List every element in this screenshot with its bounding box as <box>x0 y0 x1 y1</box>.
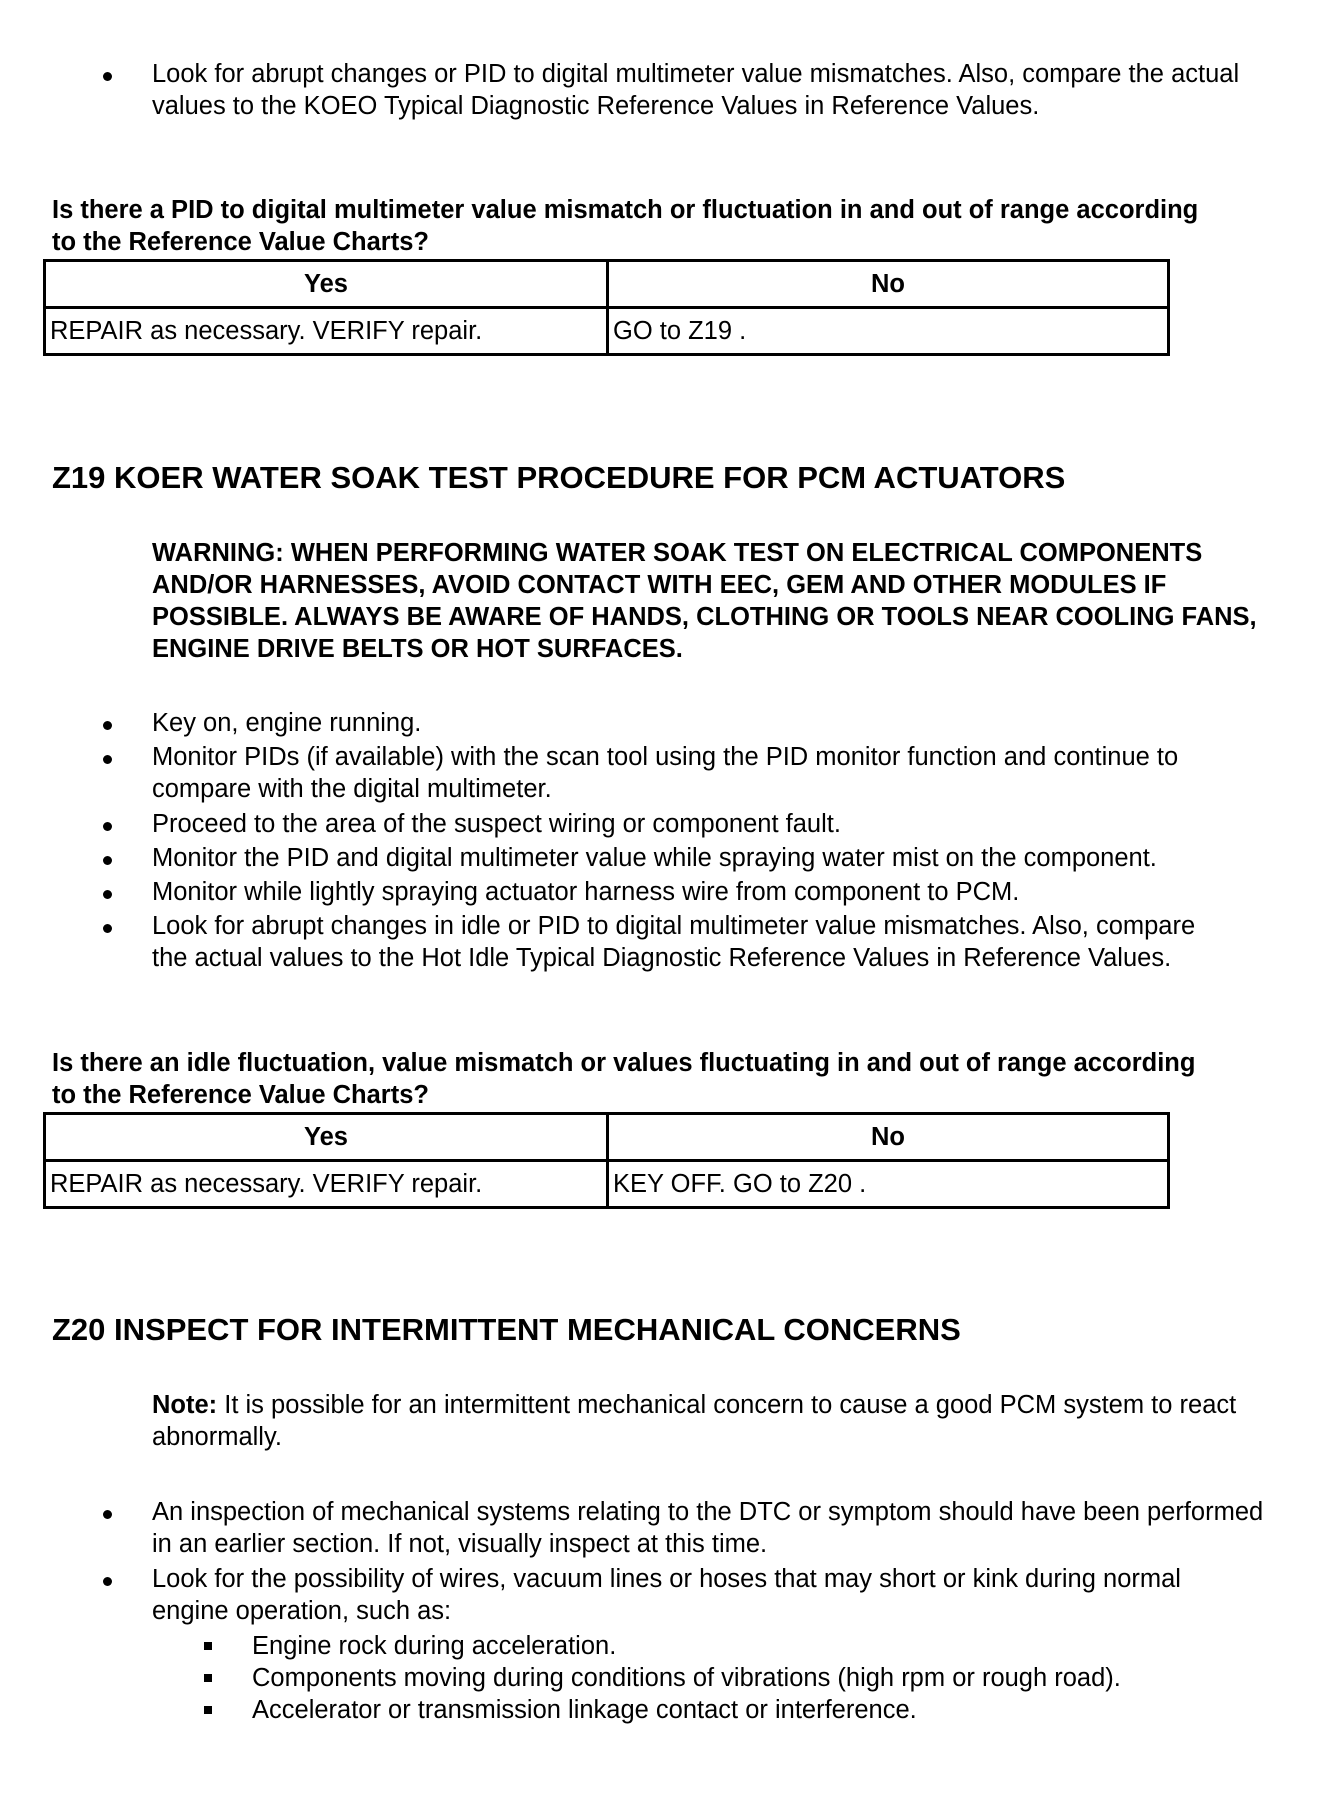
yes-header: Yes <box>45 261 608 308</box>
bullet-marker <box>103 924 112 933</box>
no-header: No <box>608 1114 1169 1161</box>
list-item: Key on, engine running. <box>152 709 422 737</box>
yes-action: REPAIR as necessary. VERIFY repair. <box>45 308 608 355</box>
sub-bullet-marker <box>204 1642 212 1650</box>
yes-action: REPAIR as necessary. VERIFY repair. <box>45 1161 608 1208</box>
list-item: Monitor the PID and digital multimeter value while spraying water mist on the component. <box>152 844 1157 872</box>
bullet-marker <box>103 856 112 865</box>
bullet-marker <box>103 890 112 899</box>
no-action: GO to Z19 . <box>608 308 1169 355</box>
sub-bullet-marker <box>204 1706 212 1714</box>
question-text: Is there a PID to digital multimeter value mismatch or fluctuation in and out of range according to the Reference Value Charts? <box>52 196 1199 256</box>
bullet-marker <box>103 822 112 831</box>
list-item: Proceed to the area of the suspect wiring or component fault. <box>152 810 841 838</box>
yes-header: Yes <box>45 1114 608 1161</box>
note-text <box>152 1389 1262 1453</box>
sub-bullet-marker <box>204 1674 212 1682</box>
warning-text: WARNING: WHEN PERFORMING WATER SOAK TEST ON ELECTRICAL COMPONENTS AND/OR HARNESSES, AVOID CONTACT WITH EEC, GEM AND OTHER MODULES IF POSSIBLE. ALWAYS BE AWARE OF HANDS, CLOTHING OR TOOLS NEAR COOLING FANS, ENGINE DRIVE BELTS OR HOT SURFACES. <box>152 539 1257 663</box>
note-label: Note: <box>152 1391 218 1419</box>
section-title-z20: Z20 INSPECT FOR INTERMITTENT MECHANICAL CONCERNS <box>52 1312 961 1347</box>
list-item: Look for abrupt changes or PID to digital multimeter value mismatches. Also, compare the actual values to the KOEO Typical Diagnostic Reference Values in Reference Values. <box>152 60 1240 120</box>
bullet-marker <box>103 1577 112 1586</box>
bullet-marker <box>103 72 112 81</box>
list-item: Look for the possibility of wires, vacuum lines or hoses that may short or kink during normal engine operation, such as: <box>152 1565 1181 1625</box>
list-item: Monitor PIDs (if available) with the scan tool using the PID monitor function and continue to compare with the digital multimeter. <box>152 743 1179 803</box>
bullet-marker <box>103 721 112 730</box>
question-text: Is there an idle fluctuation, value mismatch or values fluctuating in and out of range according to the Reference Value Charts? <box>52 1049 1196 1109</box>
note-body: It is possible for an intermittent mechanical concern to cause a good PCM system to react abnormally. <box>152 1391 1237 1451</box>
bullet-marker <box>103 755 112 764</box>
bullet-marker <box>103 1510 112 1519</box>
sub-list-item: Components moving during conditions of vibrations (high rpm or rough road). <box>252 1664 1121 1692</box>
list-item: An inspection of mechanical systems relating to the DTC or symptom should have been performed in an earlier section. If not, visually inspect at this time. <box>152 1498 1264 1558</box>
list-item: Monitor while lightly spraying actuator harness wire from component to PCM. <box>152 878 1020 906</box>
yes-no-table <box>43 259 1170 356</box>
yes-no-table <box>43 1112 1170 1209</box>
no-action: KEY OFF. GO to Z20 . <box>608 1161 1169 1208</box>
sub-list-item: Engine rock during acceleration. <box>252 1632 617 1660</box>
section-title-z19: Z19 KOER WATER SOAK TEST PROCEDURE FOR PCM ACTUATORS <box>52 460 1066 495</box>
no-header: No <box>608 261 1169 308</box>
sub-list-item: Accelerator or transmission linkage contact or interference. <box>252 1696 917 1724</box>
list-item: Look for abrupt changes in idle or PID to digital multimeter value mismatches. Also, compare the actual values to the Hot Idle Typical Diagnostic Reference Values in Reference Values. <box>152 912 1196 972</box>
